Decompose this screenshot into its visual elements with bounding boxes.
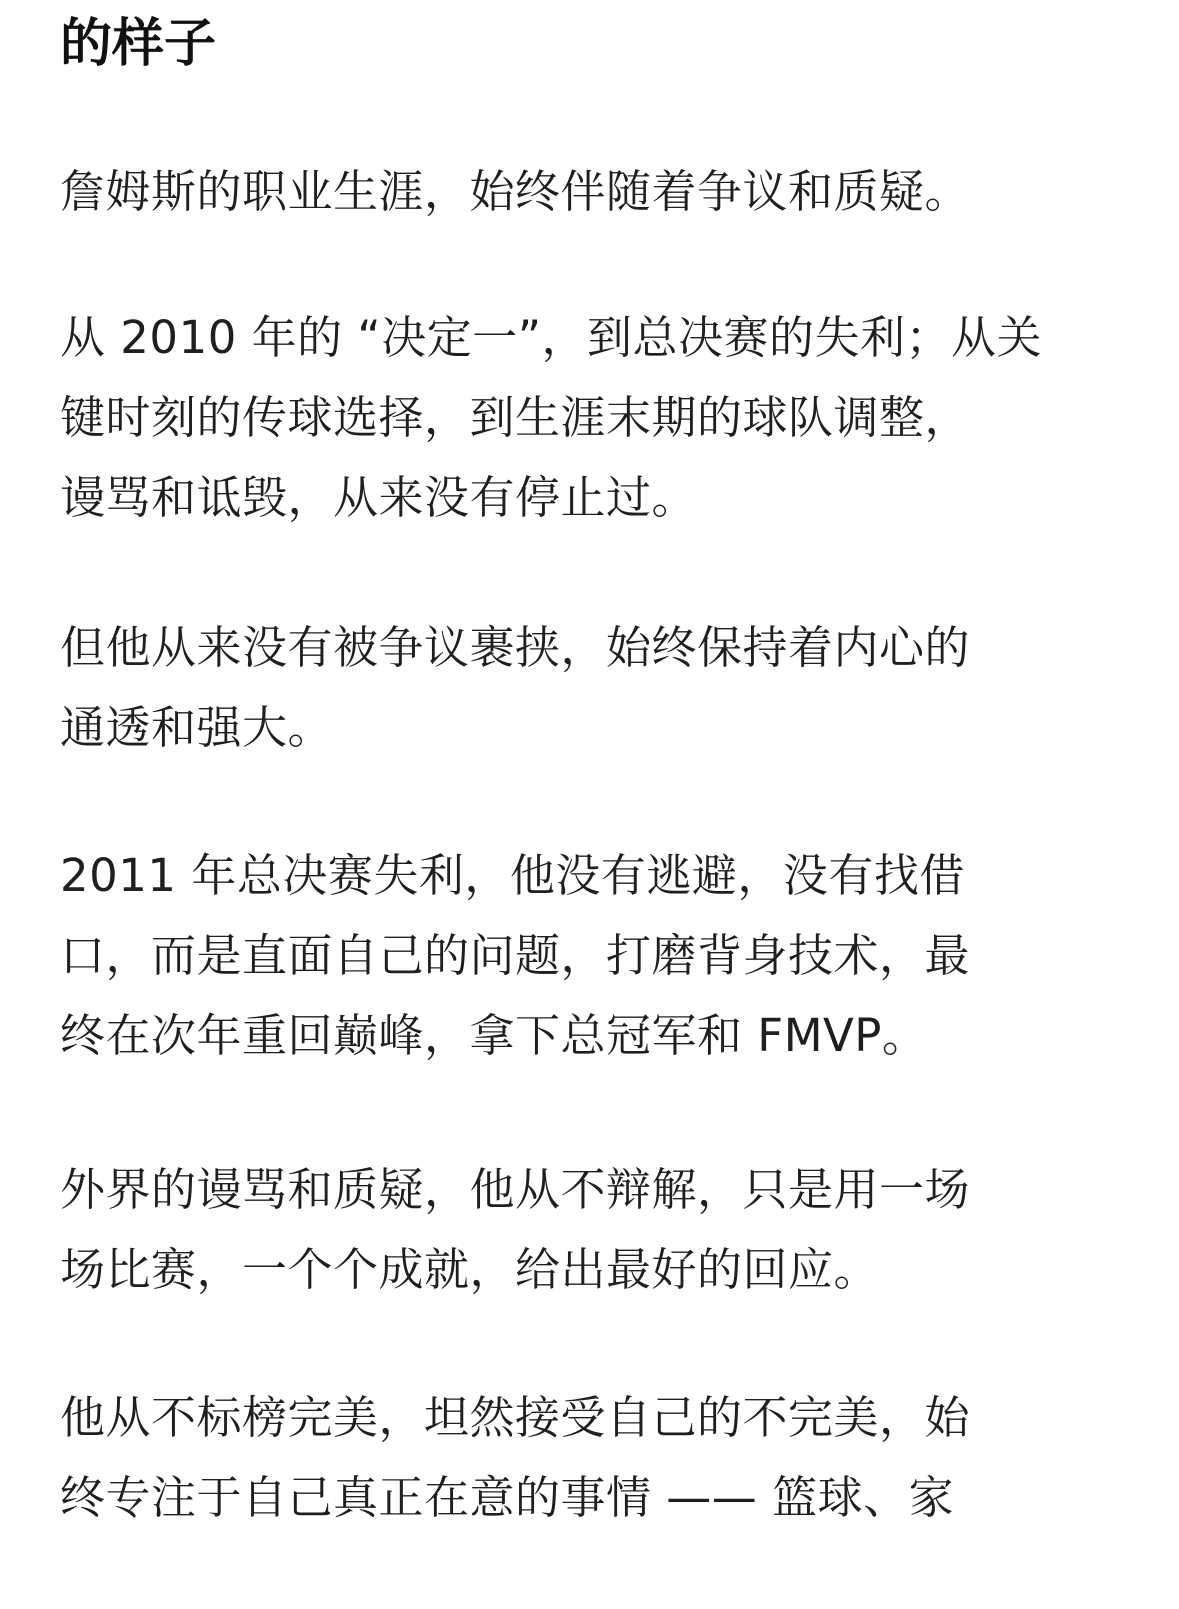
paragraph-line: 终专注于自己真正在意的事情 —— 篮球、家 [60,1471,955,1524]
paragraph-line: 但他从来没有被争议裹挟，始终保持着内心的 [60,621,971,674]
section-heading: 的样子 [60,14,217,74]
paragraph-line: 场比赛，一个个成就，给出最好的回应。 [60,1243,880,1296]
paragraph-3 [60,608,970,768]
paragraph-line: 口，而是直面自己的问题，打磨背身技术，最 [60,929,971,982]
paragraph-line: 外界的谩骂和质疑，他从不辩解，只是用一场 [60,1163,971,1216]
paragraph-4 [60,836,970,1076]
paragraph-5 [60,1150,970,1310]
paragraph-line: 键时刻的传球选择，到生涯末期的球队调整， [60,391,971,444]
paragraph-line: 谩骂和诋毁，从来没有停止过。 [60,471,698,524]
paragraph-line: 詹姆斯的职业生涯，始终伴随着争议和质疑。 [60,165,971,218]
paragraph-line: 他从不标榜完美，坦然接受自己的不完美，始 [60,1391,971,1444]
paragraph-line: 通透和强大。 [60,701,334,754]
paragraph-line: 2011 年总决赛失利，他没有逃避，没有找借 [60,849,965,902]
paragraph-line: 从 2010 年的 “决定一”，到总决赛的失利；从关 [60,311,1043,364]
paragraph-1 [60,152,970,232]
paragraph-6 [60,1378,970,1538]
paragraph-line: 终在次年重回巅峰，拿下总冠军和 FMVP。 [60,1009,928,1062]
paragraph-2 [60,298,1042,538]
